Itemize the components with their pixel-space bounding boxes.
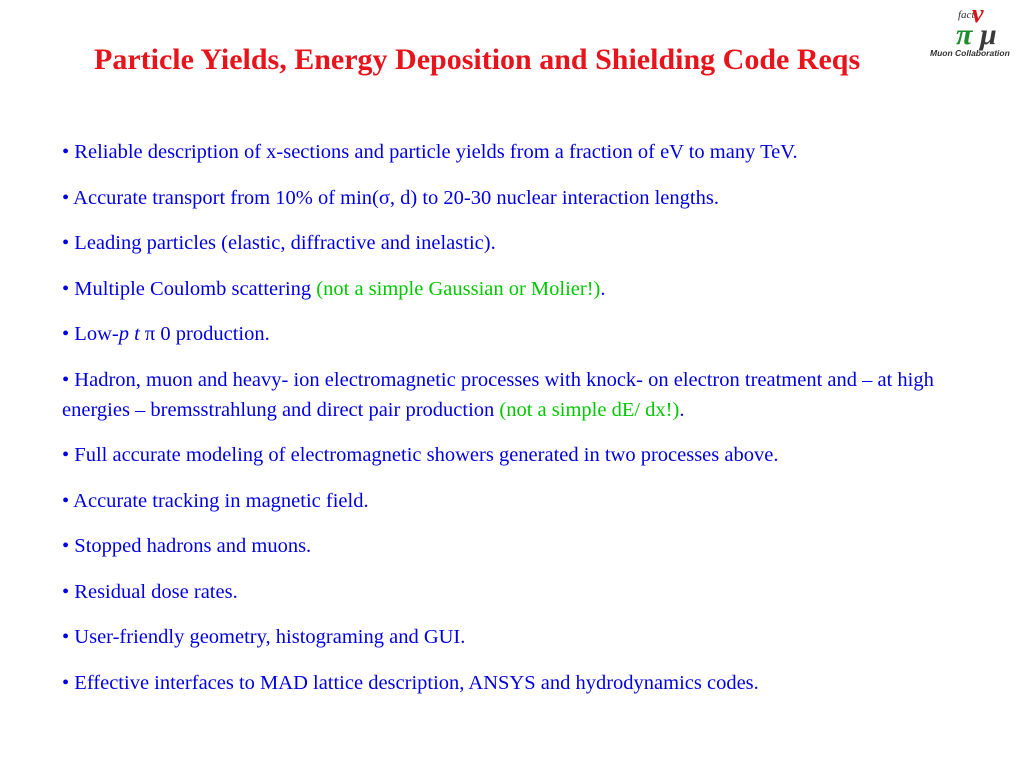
bullet-list: [62, 137, 992, 713]
bullet-text: • Low-: [62, 323, 119, 345]
bullet-text: • Leading particles (elastic, diffractive and inelastic).: [62, 232, 496, 254]
bullet-text: • Reliable description of x-sections and particle yields from a fraction of eV to many TeV.: [62, 141, 798, 163]
bullet-item: [62, 137, 992, 167]
bullet-text: • Full accurate modeling of electromagnetic showers generated in two processes above.: [62, 444, 779, 466]
bullet-item: [62, 486, 992, 516]
bullet-suffix: .: [600, 277, 606, 300]
bullet-item: [62, 183, 992, 213]
bullet-item: [62, 319, 992, 349]
logo-nu-letter: ν: [972, 0, 984, 28]
logo-collaboration-text: Muon Collaboration: [930, 48, 1010, 58]
bullet-text: • Residual dose rates.: [62, 580, 238, 603]
bullet-item: [62, 577, 992, 607]
bullet-italic: p t: [118, 323, 140, 345]
bullet-text: • Hadron, muon and heavy- ion electromagnetic processes with knock- on electron treatment and – at high energies – bremsstrahlung and direct pair production: [62, 368, 934, 421]
bullet-highlight: (not a simple dE/ dx!): [499, 398, 680, 421]
logo-mu-letter: μ: [980, 18, 997, 51]
bullet-item: [62, 228, 992, 258]
bullet-text: • User-friendly geometry, histograming and GUI.: [62, 626, 466, 648]
bullet-item: [62, 622, 992, 652]
bullet-text: • Multiple Coulomb scattering: [62, 277, 317, 300]
bullet-text: • Effective interfaces to MAD lattice description, ANSYS and hydrodynamics codes.: [62, 671, 759, 694]
bullet-rest: π 0 production.: [139, 323, 270, 345]
bullet-item: [62, 440, 992, 470]
muon-collaboration-logo: [924, 0, 1024, 62]
bullet-item: [62, 668, 992, 698]
bullet-highlight: (not a simple Gaussian or Molier!): [316, 277, 601, 300]
bullet-text: • Accurate tracking in magnetic field.: [62, 489, 369, 512]
slide-title: Particle Yields, Energy Deposition and Shielding Code Reqs: [94, 43, 861, 76]
bullet-item: [62, 274, 992, 304]
bullet-suffix: .: [679, 398, 685, 421]
bullet-text: • Accurate transport from 10% of min(σ, d) to 20-30 nuclear interaction lengths.: [62, 186, 719, 209]
bullet-text: • Stopped hadrons and muons.: [62, 535, 312, 557]
logo-fact-text: fact: [958, 9, 975, 21]
logo-pi-letter: π: [956, 18, 973, 51]
bullet-item: [62, 531, 992, 561]
bullet-item: [62, 365, 992, 425]
